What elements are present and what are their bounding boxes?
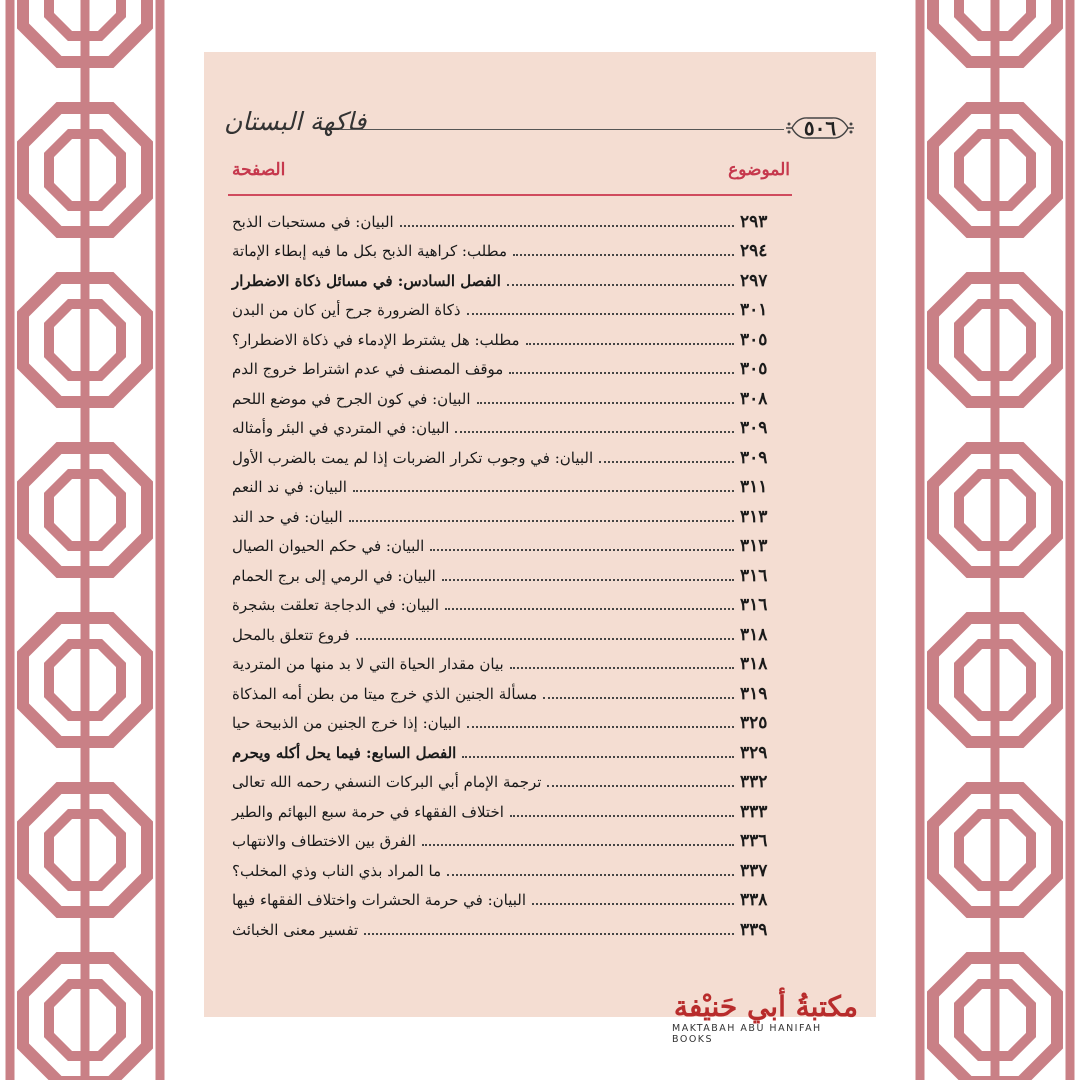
toc-row [232, 561, 790, 591]
toc-entry-page: ٣١٦ [740, 595, 768, 616]
toc-row [232, 768, 790, 798]
left-lattice-border [0, 0, 170, 1080]
toc-entry-title: مطلب: كراهية الذبح بكل ما فيه إبطاء الإماتة [232, 242, 507, 261]
toc-entry-title: ذكاة الضرورة جرح أين كان من البدن [232, 301, 461, 320]
toc-entry-title: ما المراد بذي الناب وذي المخلب؟ [232, 861, 442, 880]
toc-entry-page: ٣٠٩ [740, 447, 768, 468]
toc-entry-title: البيان: في وجوب تكرار الضربات إذا لم يمت بالضرب الأول [232, 448, 594, 467]
column-headers [232, 160, 790, 186]
toc-row [232, 591, 790, 621]
toc-entry-title: البيان: في كون الجرح في موضع اللحم [232, 389, 471, 408]
toc-leader-dots [510, 815, 734, 817]
toc-row [232, 797, 790, 827]
toc-row [232, 915, 790, 945]
toc-entry-title: مسألة الجنين الذي خرج ميتا من بطن أمه المذكاة [232, 684, 538, 703]
toc-entry-title: البيان: إذا خرج الجنين من الذبيحة حيا [232, 714, 462, 733]
toc-entry-title: البيان: في المتردي في البئر وأمثاله [232, 419, 450, 438]
toc-row [232, 532, 790, 562]
toc-leader-dots [447, 874, 734, 876]
toc-entry-title: فروع تتعلق بالمحل [232, 625, 350, 644]
toc-entry-page: ٣٢٩ [740, 742, 768, 763]
toc-entry-page: ٢٩٣ [740, 211, 768, 232]
toc-row [232, 679, 790, 709]
logo-arabic-text: مكتبةُ أبي حَنيْفة [673, 990, 858, 1023]
toc-entry-page: ٣٠٥ [740, 359, 768, 380]
toc-entry-title: الفرق بين الاختطاف والانتهاب [232, 832, 416, 851]
right-lattice-border [910, 0, 1080, 1080]
toc-entry-title: الفصل السادس: في مسائل ذكاة الاضطرار [232, 271, 501, 290]
page-number-ornament [784, 113, 856, 143]
toc-entry-page: ٣٣٣ [740, 801, 768, 822]
toc-row [232, 207, 790, 237]
toc-leader-dots [364, 933, 734, 935]
toc-row [232, 325, 790, 355]
toc-entry-title: البيان: في حرمة الحشرات واختلاف الفقهاء فيها [232, 891, 527, 910]
toc-leader-dots [547, 785, 734, 787]
toc-row [232, 650, 790, 680]
toc-entry-title: اختلاف الفقهاء في حرمة سبع البهائم والطير [232, 802, 504, 821]
toc-leader-dots [532, 903, 734, 905]
toc-row [232, 502, 790, 532]
toc-entry-title: البيان: في مستحبات الذبح [232, 212, 394, 231]
page-header [224, 107, 856, 147]
logo-english-text: MAKTABAH ABU HANIFAH BOOKS [672, 1023, 822, 1045]
publisher-logo [672, 990, 858, 1045]
toc-leader-dots [543, 697, 734, 699]
toc-entry-page: ٣٣٢ [740, 772, 768, 793]
toc-entry-page: ٣١٣ [740, 536, 768, 557]
toc-entry-page: ٣٣٦ [740, 831, 768, 852]
toc-leader-dots [349, 520, 734, 522]
toc-entry-page: ٣٣٧ [740, 860, 768, 881]
header-divider [228, 194, 792, 196]
topic-column-header: الموضوع [728, 160, 790, 180]
toc-entry-page: ٢٩٧ [740, 270, 768, 291]
toc-row [232, 443, 790, 473]
toc-entry-page: ٢٩٤ [740, 241, 768, 262]
toc-row [232, 266, 790, 296]
toc-entry-page: ٣٢٥ [740, 713, 768, 734]
toc-row [232, 355, 790, 385]
toc-row [232, 414, 790, 444]
toc-entry-page: ٣٠٨ [740, 388, 768, 409]
toc-entry-page: ٣١٨ [740, 624, 768, 645]
toc-leader-dots [445, 608, 734, 610]
toc-leader-dots [442, 579, 734, 581]
toc-leader-dots [599, 461, 734, 463]
toc-entry-title: الفصل السابع: فيما يحل أكله ويحرم [232, 743, 457, 762]
toc-leader-dots [462, 756, 734, 758]
toc-entry-page: ٣٣٩ [740, 919, 768, 940]
toc-leader-dots [467, 726, 734, 728]
toc-entry-title: تفسير معنى الخبائث [232, 920, 359, 939]
toc-row [232, 237, 790, 267]
header-rule [339, 129, 784, 130]
toc-row [232, 886, 790, 916]
toc-entry-page: ٣١١ [740, 477, 768, 498]
toc-entry-page: ٣١٩ [740, 683, 768, 704]
toc-leader-dots [467, 313, 734, 315]
toc-entry-title: البيان: في الرمي إلى برج الحمام [232, 566, 436, 585]
toc-leader-dots [509, 372, 734, 374]
toc-row [232, 296, 790, 326]
toc-entry-title: البيان: في حكم الحيوان الصيال [232, 537, 425, 556]
toc-entry-title: البيان: في ند النعم [232, 478, 347, 497]
toc-entry-page: ٣١٦ [740, 565, 768, 586]
toc-leader-dots [455, 431, 734, 433]
toc-leader-dots [422, 844, 734, 846]
table-of-contents [232, 207, 790, 945]
toc-entry-title: البيان: في الدجاجة تعلقت بشجرة [232, 596, 440, 615]
toc-row [232, 473, 790, 503]
toc-entry-title: بيان مقدار الحياة التي لا بد منها من المتردية [232, 655, 504, 674]
toc-entry-page: ٣٠٥ [740, 329, 768, 350]
book-page [204, 52, 876, 1017]
toc-row [232, 620, 790, 650]
toc-row [232, 827, 790, 857]
toc-entry-page: ٣٠٩ [740, 418, 768, 439]
toc-leader-dots [430, 549, 734, 551]
toc-entry-page: ٣١٣ [740, 506, 768, 527]
toc-row [232, 709, 790, 739]
page-column-header: الصفحة [232, 160, 286, 180]
toc-leader-dots [477, 402, 734, 404]
toc-entry-page: ٣١٨ [740, 654, 768, 675]
toc-entry-title: موقف المصنف في عدم اشتراط خروج الدم [232, 360, 504, 379]
toc-leader-dots [510, 667, 734, 669]
toc-leader-dots [526, 343, 734, 345]
toc-leader-dots [400, 225, 734, 227]
toc-entry-title: البيان: في حد الند [232, 507, 343, 526]
toc-row [232, 738, 790, 768]
toc-leader-dots [513, 254, 734, 256]
toc-entry-title: مطلب: هل يشترط الإدماء في ذكاة الاضطرار؟ [232, 330, 520, 349]
toc-entry-title: ترجمة الإمام أبي البركات النسفي رحمه الله تعالى [232, 773, 542, 792]
book-title: فاكهة البستان [224, 107, 367, 136]
toc-row [232, 384, 790, 414]
toc-entry-page: ٣٠١ [740, 300, 768, 321]
toc-leader-dots [356, 638, 734, 640]
page-number: ٥٠٦ [803, 116, 837, 140]
toc-leader-dots [353, 490, 734, 492]
toc-entry-page: ٣٣٨ [740, 890, 768, 911]
toc-row [232, 856, 790, 886]
toc-leader-dots [507, 284, 734, 286]
